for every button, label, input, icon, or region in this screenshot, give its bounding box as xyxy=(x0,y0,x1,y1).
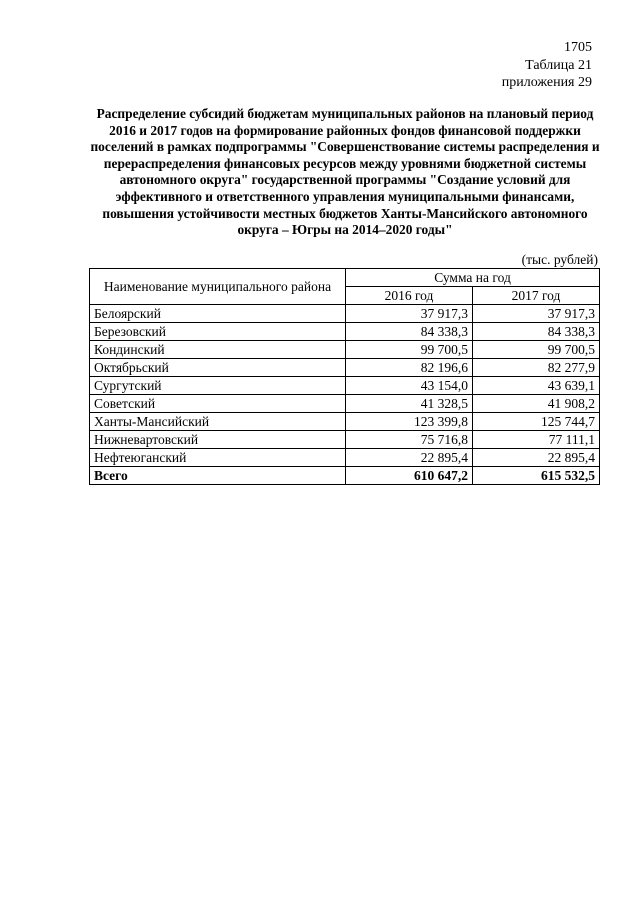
table-ref-line2: приложения 29 xyxy=(501,75,592,90)
table-reference xyxy=(502,57,592,91)
value-2017-cell: 125 744,7 xyxy=(473,413,600,431)
value-2017-cell: 77 111,1 xyxy=(473,431,600,449)
district-name-cell: Октябрьский xyxy=(90,359,346,377)
district-name-cell: Всего xyxy=(90,467,346,485)
units-label: (тыс. рублей) xyxy=(521,252,598,267)
district-name-cell: Белоярский xyxy=(90,305,346,323)
value-2017-cell: 99 700,5 xyxy=(473,341,600,359)
header-sum-per-year: Сумма на год xyxy=(346,269,600,287)
table-row xyxy=(90,413,600,431)
header-2016: 2016 год xyxy=(346,287,473,305)
table-header-row xyxy=(90,269,600,287)
table-row xyxy=(90,395,600,413)
district-name-cell: Ханты-Мансийский xyxy=(90,413,346,431)
value-2017-cell: 43 639,1 xyxy=(473,377,600,395)
value-2017-cell: 41 908,2 xyxy=(473,395,600,413)
table-row xyxy=(90,449,600,467)
value-2017-cell: 22 895,4 xyxy=(473,449,600,467)
value-2016-cell: 610 647,2 xyxy=(346,467,473,485)
value-2016-cell: 84 338,3 xyxy=(346,323,473,341)
value-2016-cell: 37 917,3 xyxy=(346,305,473,323)
table-total-row xyxy=(90,467,600,485)
table-body xyxy=(90,305,600,485)
table-row xyxy=(90,431,600,449)
value-2017-cell: 84 338,3 xyxy=(473,323,600,341)
value-2016-cell: 43 154,0 xyxy=(346,377,473,395)
value-2016-cell: 123 399,8 xyxy=(346,413,473,431)
subsidy-table xyxy=(89,268,600,485)
value-2016-cell: 99 700,5 xyxy=(346,341,473,359)
value-2016-cell: 22 895,4 xyxy=(346,449,473,467)
table-ref-line1: Таблица 21 xyxy=(525,58,592,73)
district-name-cell: Кондинский xyxy=(90,341,346,359)
district-name-cell: Нефтеюганский xyxy=(90,449,346,467)
header-district-name: Наименование муниципального района xyxy=(90,269,346,305)
value-2017-cell: 37 917,3 xyxy=(473,305,600,323)
value-2016-cell: 75 716,8 xyxy=(346,431,473,449)
table-row xyxy=(90,305,600,323)
document-title: Распределение субсидий бюджетам муниципальных районов на плановый период 2016 и 2017 годов на формирование районных фондов финансовой поддержки поселений в рамках подпрограммы "Совершенствование системы распределения и перераспределения финансовых ресурсов между уровнями бюджетной системы автономного округа" государственной программы "Создание условий для эффективного и ответственного управления муниципальными финансами, повышения устойчивости местных бюджетов Ханты-Мансийского автономного округа – Югры на 2014–2020 годы" xyxy=(90,106,600,238)
district-name-cell: Советский xyxy=(90,395,346,413)
table-row xyxy=(90,377,600,395)
district-name-cell: Сургутский xyxy=(90,377,346,395)
value-2017-cell: 82 277,9 xyxy=(473,359,600,377)
value-2017-cell: 615 532,5 xyxy=(473,467,600,485)
page-number: 1705 xyxy=(564,40,592,55)
table-row xyxy=(90,341,600,359)
district-name-cell: Нижневартовский xyxy=(90,431,346,449)
table-row xyxy=(90,359,600,377)
district-name-cell: Березовский xyxy=(90,323,346,341)
header-2017: 2017 год xyxy=(473,287,600,305)
value-2016-cell: 41 328,5 xyxy=(346,395,473,413)
value-2016-cell: 82 196,6 xyxy=(346,359,473,377)
table-row xyxy=(90,323,600,341)
